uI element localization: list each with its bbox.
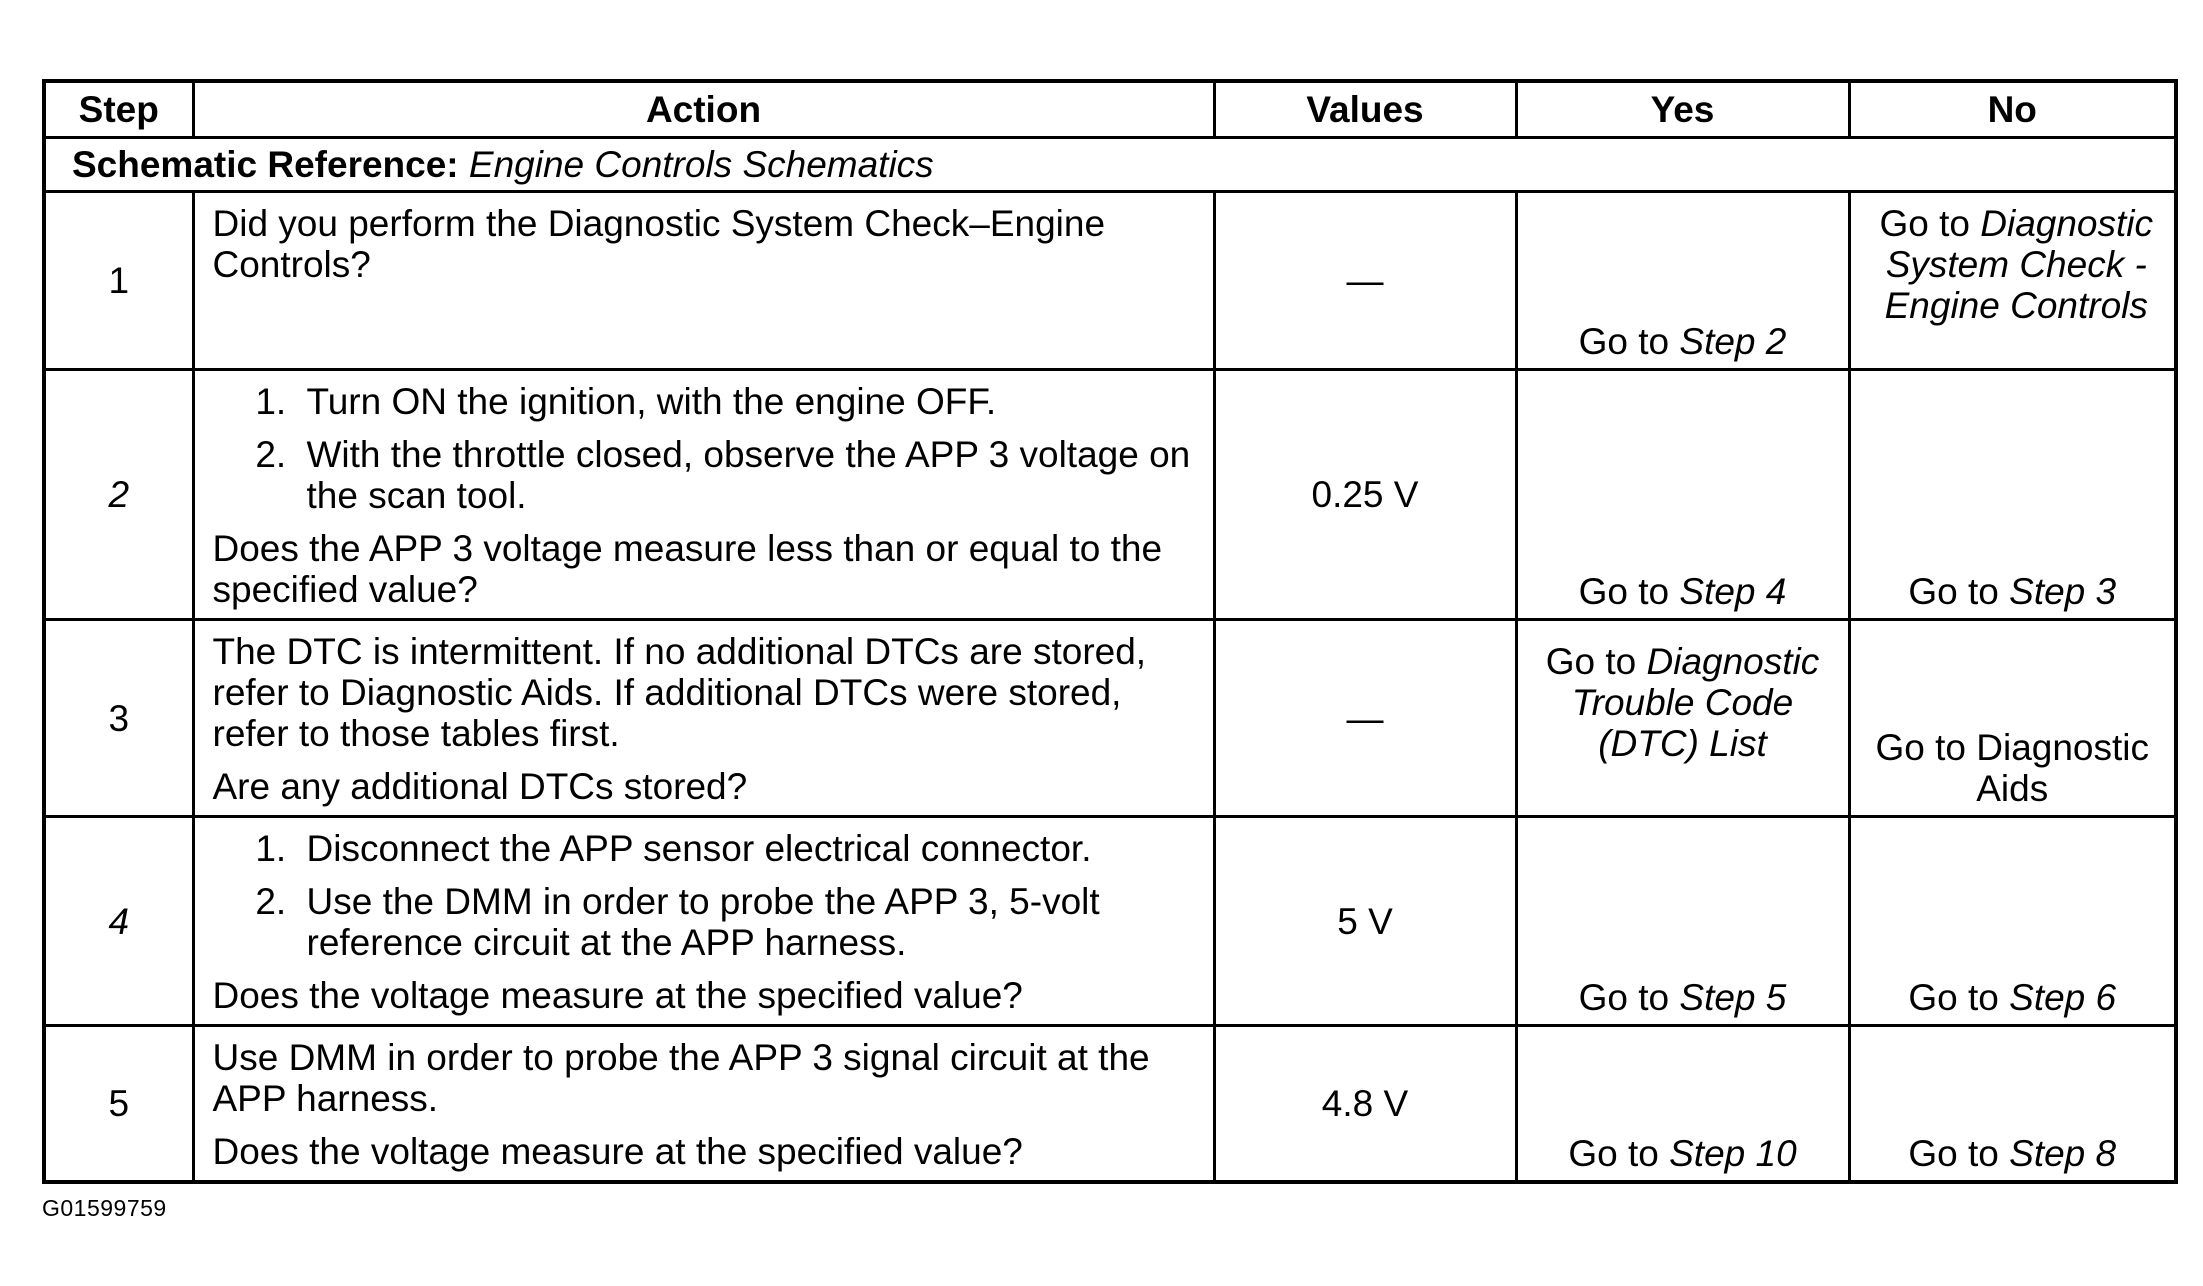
no-step-link[interactable]: Step 3 — [2009, 571, 2117, 612]
action-step: 2. Use the DMM in order to probe the APP 3, 5-volt reference circuit at the APP harness. — [297, 881, 1197, 963]
header-no: No — [1849, 81, 2176, 138]
schematic-row — [44, 138, 2176, 192]
yes-prefix: Go to — [1545, 641, 1637, 682]
no-cell — [1849, 817, 2176, 1026]
schematic-link[interactable]: Engine Controls Schematics — [468, 144, 934, 185]
yes-step-link[interactable]: Step 2 — [1679, 321, 1787, 362]
yes-cell — [1516, 620, 1849, 817]
action-text: Did you perform the Diagnostic System Check–Engine Controls? — [212, 203, 1106, 285]
header-yes: Yes — [1516, 81, 1849, 138]
yes-prefix: Go to — [1578, 321, 1670, 362]
header-row — [44, 81, 2176, 138]
value-cell: 5 V — [1214, 817, 1516, 1026]
no-step-link[interactable]: Step 6 — [2009, 977, 2117, 1018]
no-prefix: Go to — [1908, 571, 1999, 612]
step-number: 4 — [44, 817, 193, 1026]
step-number: 5 — [44, 1026, 193, 1183]
no-step-link[interactable]: Step 8 — [2009, 1133, 2117, 1174]
yes-cell — [1516, 192, 1849, 370]
no-cell[interactable]: Go to Diagnostic Aids — [1849, 620, 2176, 817]
figure-code: G01599759 — [42, 1195, 167, 1221]
diagnostic-table — [42, 79, 2178, 1184]
action-step: 1. Disconnect the APP sensor electrical connector. — [297, 828, 1197, 869]
no-cell — [1849, 192, 2176, 370]
action-question: Does the APP 3 voltage measure less than or equal to the specified value? — [212, 528, 1163, 610]
yes-prefix: Go to — [1578, 977, 1670, 1018]
no-step-link[interactable]: Diagnostic System Check - Engine Controls — [1884, 203, 2154, 326]
action-question: Does the voltage measure at the specified value? — [212, 975, 1023, 1016]
step-number: 3 — [44, 620, 193, 817]
table-row — [44, 370, 2176, 620]
action-cell — [193, 620, 1214, 817]
yes-step-link[interactable]: Step 10 — [1669, 1133, 1797, 1174]
schematic-reference — [44, 138, 2176, 192]
action-text: Use DMM in order to probe the APP 3 signal circuit at the APP harness. — [212, 1037, 1150, 1119]
yes-cell — [1516, 370, 1849, 620]
action-cell — [193, 370, 1214, 620]
header-step: Step — [44, 81, 193, 138]
action-step: 2. With the throttle closed, observe the APP 3 voltage on the scan tool. — [297, 434, 1197, 516]
yes-prefix: Go to — [1578, 571, 1670, 612]
yes-cell — [1516, 1026, 1849, 1183]
step-number: 1 — [44, 192, 193, 370]
action-question: Are any additional DTCs stored? — [212, 766, 748, 807]
value-cell: 4.8 V — [1214, 1026, 1516, 1183]
value-cell: 0.25 V — [1214, 370, 1516, 620]
yes-step-link[interactable]: Step 5 — [1679, 977, 1787, 1018]
value-cell: — — [1214, 620, 1516, 817]
no-prefix: Go to — [1908, 1133, 1999, 1174]
action-step: 1. Turn ON the ignition, with the engine OFF. — [297, 381, 1197, 422]
action-cell — [193, 192, 1214, 370]
schematic-label: Schematic Reference: — [72, 144, 459, 185]
step-number: 2 — [44, 370, 193, 620]
no-cell — [1849, 370, 2176, 620]
header-values: Values — [1214, 81, 1516, 138]
action-cell — [193, 1026, 1214, 1183]
table-row — [44, 1026, 2176, 1183]
action-steps-list — [213, 828, 1197, 963]
yes-step-link[interactable]: Step 4 — [1679, 571, 1787, 612]
no-cell — [1849, 1026, 2176, 1183]
table-row — [44, 817, 2176, 1026]
action-text: The DTC is intermittent. If no additional DTCs are stored, refer to Diagnostic Aids. If additional DTCs were stored, refer to those tables first. — [212, 631, 1147, 754]
action-cell — [193, 817, 1214, 1026]
action-steps-list — [213, 381, 1197, 516]
action-question: Does the voltage measure at the specified value? — [212, 1131, 1023, 1172]
yes-prefix: Go to — [1568, 1133, 1659, 1174]
table-row — [44, 620, 2176, 817]
no-prefix: Go to — [1879, 203, 1970, 244]
header-action: Action — [193, 81, 1214, 138]
no-prefix: Go to — [1908, 977, 1999, 1018]
yes-step-link[interactable]: Diagnostic Trouble Code (DTC) List — [1571, 641, 1820, 764]
table-row — [44, 192, 2176, 370]
value-cell: — — [1214, 192, 1516, 370]
yes-cell — [1516, 817, 1849, 1026]
